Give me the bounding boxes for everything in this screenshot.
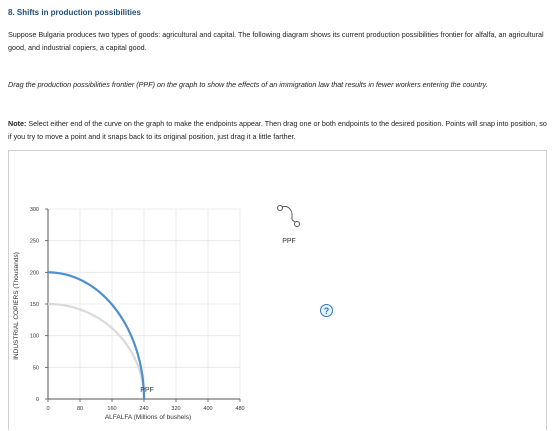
x-tick-label: 240 <box>139 406 149 412</box>
y-tick-label: 0 <box>35 397 39 403</box>
note-text: Select either end of the curve on the graph to make the endpoints appear. Then drag one or both endpoints to the desired position. Points will snap into position, so if you try to move a point and it snaps back to its original position, just drag it a little farther. <box>8 119 547 141</box>
x-tick-label: 80 <box>76 406 84 412</box>
axis-layer <box>30 207 245 412</box>
graph-panel <box>8 150 547 430</box>
note-label: Note: <box>8 119 27 128</box>
y-tick-label: 50 <box>32 365 39 372</box>
y-tick-label: 100 <box>29 333 39 340</box>
grid-layer <box>48 209 240 399</box>
y-tick-label: 150 <box>29 302 39 308</box>
help-button[interactable]: ? <box>320 304 333 317</box>
ppf-ghost-curve <box>48 304 144 399</box>
tool-palette <box>278 206 300 246</box>
ppf-chart[interactable] <box>9 151 546 431</box>
x-tick-label: 480 <box>235 406 245 412</box>
x-axis-label: ALFALFA (Millions of bushels) <box>104 414 192 421</box>
x-tick-label: 320 <box>171 406 181 412</box>
x-tick-label: 0 <box>46 406 50 412</box>
question-intro: Suppose Bulgaria produces two types of goods: agricultural and capital. The following diagram shows its current production possibilities frontier for alfalfa, an agricultural good, and industrial copiers, a capital good. <box>8 30 544 52</box>
ppf-tool-endpoint-bottom[interactable] <box>295 222 300 227</box>
ppf-tool-label: PPF <box>282 238 296 245</box>
x-tick-label: 400 <box>203 406 213 412</box>
y-axis-label: INDUSTRIAL COPIERS (Thousands) <box>13 252 20 360</box>
y-tick-label: 250 <box>29 238 39 245</box>
ppf-tool-endpoint-top[interactable] <box>278 206 283 211</box>
y-tick-label: 300 <box>29 207 39 213</box>
question-instruction: Drag the production possibilities frontier (PPF) on the graph to show the effects of an immigration law that results in fewer workers entering the country. <box>8 80 488 89</box>
question-note <box>8 117 549 143</box>
question-title: 8. Shifts in production possibilities <box>8 8 141 17</box>
ppf-curve-label: PPF <box>140 387 154 394</box>
y-tick-label: 200 <box>29 270 39 277</box>
x-tick-label: 160 <box>107 406 117 412</box>
